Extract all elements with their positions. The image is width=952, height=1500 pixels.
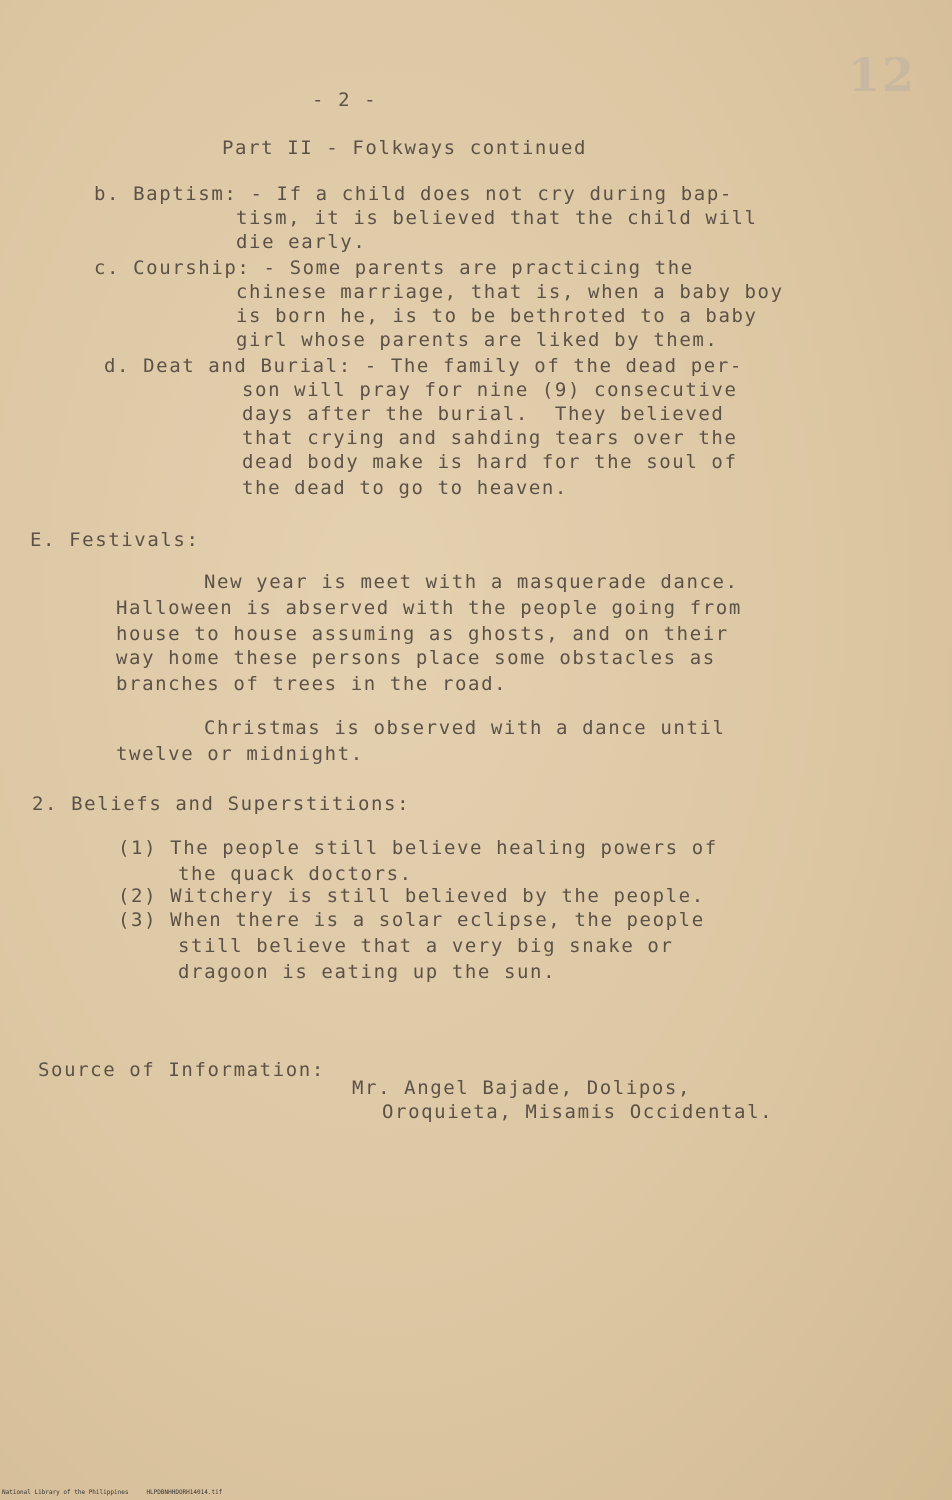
burial-line-4: that crying and sahding tears over the bbox=[242, 427, 738, 449]
courtship-line-3: is born he, is to be bethroted to a baby bbox=[236, 305, 758, 327]
belief-1-line-1: (1) The people still believe healing powers of bbox=[118, 837, 718, 859]
festivals-p2-line-1: Christmas is observed with a dance until bbox=[204, 717, 726, 739]
burial-line-6: the dead to go to heaven. bbox=[242, 477, 568, 499]
belief-3-line-2: still believe that a very big snake or bbox=[178, 935, 674, 957]
festivals-p1-line-3: house to house assuming as ghosts, and on their bbox=[116, 623, 729, 645]
belief-2-line-1: (2) Witchery is still believed by the people. bbox=[118, 885, 705, 907]
burial-line-3: days after the burial. They believed bbox=[242, 403, 725, 425]
courtship-line-2: chinese marriage, that is, when a baby boy bbox=[236, 281, 784, 303]
courtship-line-4: girl whose parents are liked by them. bbox=[236, 329, 719, 351]
page-stamp-number: 12 bbox=[848, 48, 917, 102]
belief-3-line-1: (3) When there is a solar eclipse, the people bbox=[118, 909, 705, 931]
source-name: Mr. Angel Bajade, Dolipos, bbox=[352, 1077, 692, 1099]
burial-line-1: d. Deat and Burial: - The family of the dead per- bbox=[104, 355, 743, 377]
festivals-p2-line-2: twelve or midnight. bbox=[116, 743, 364, 765]
festivals-heading: E. Festivals: bbox=[30, 529, 200, 551]
footer-library: National Library of the Philippines bbox=[2, 1489, 129, 1496]
belief-3-line-3: dragoon is eating up the sun. bbox=[178, 961, 557, 983]
festivals-p1-line-1: New year is meet with a masquerade dance. bbox=[204, 571, 739, 593]
section-heading: Part II - Folkways continued bbox=[222, 137, 588, 159]
scan-footer bbox=[2, 1489, 240, 1496]
beliefs-heading: 2. Beliefs and Superstitions: bbox=[32, 793, 411, 815]
baptism-line-3: die early. bbox=[236, 231, 367, 253]
footer-file: HLPDBNHHDORH14014.tif bbox=[146, 1489, 223, 1496]
courtship-line-1: c. Courship: - Some parents are practicing the bbox=[94, 257, 694, 279]
burial-line-5: dead body make is hard for the soul of bbox=[242, 451, 738, 473]
baptism-line-1: b. Baptism: - If a child does not cry during bap- bbox=[94, 183, 733, 205]
festivals-p1-line-5: branches of trees in the road. bbox=[116, 673, 508, 695]
festivals-p1-line-4: way home these persons place some obstacles as bbox=[116, 647, 716, 669]
baptism-line-2: tism, it is believed that the child will bbox=[236, 207, 758, 229]
belief-1-line-2: the quack doctors. bbox=[178, 863, 413, 885]
source-label: Source of Information: bbox=[38, 1059, 325, 1081]
source-place: Oroquieta, Misamis Occidental. bbox=[382, 1101, 774, 1123]
page-number: - 2 - bbox=[312, 89, 378, 111]
burial-line-2: son will pray for nine (9) consecutive bbox=[242, 379, 738, 401]
festivals-p1-line-2: Halloween is abserved with the people going from bbox=[116, 597, 742, 619]
